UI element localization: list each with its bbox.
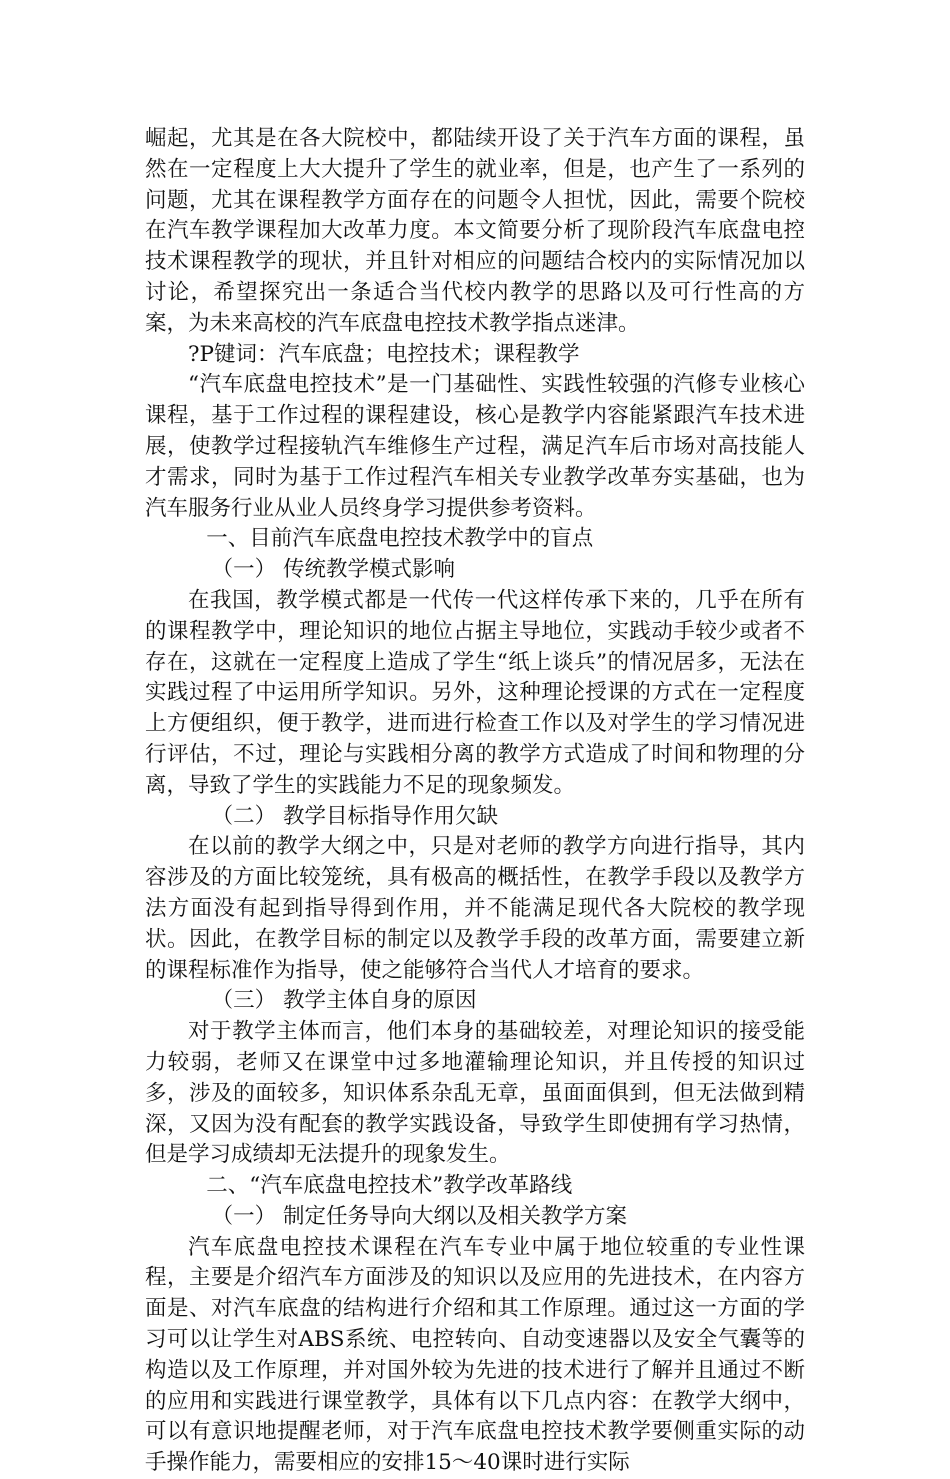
course-overview-paragraph: “汽车底盘电控技术”是一门基础性、实践性较强的汽修专业核心课程，基于工作过程的课程建设，核心是教学内容能紧跟汽车技术进展，使教学过程接轨汽车维修生产过程，满足汽车后市场对高技能人才需求，同时为基于工作过程汽车相关专业教学改革夯实基础，也为汽车服务行业从业人员终身学习提供参考资料。 xyxy=(145,372,805,521)
body-paragraph-1-3: 对于教学主体而言，他们本身的基础较差，对理论知识的接受能力较弱，老师又在课堂中过多地灌输理论知识，并且传授的知识过多，涉及的面较多，知识体系杂乱无章，虽面面俱到，但无法做到精深，又因为没有配套的教学实践设备，导致学生即使拥有学习热情，但是学习成绩却无法提升的现象发生。 xyxy=(145,1019,805,1168)
section-heading-2: 二、“汽车底盘电控技术”教学改革路线 xyxy=(206,1173,573,1199)
section-heading-1: 一、目前汽车底盘电控技术教学中的盲点 xyxy=(206,526,594,552)
subsection-heading-2-1: （一） 制定任务导向大纲以及相关教学方案 xyxy=(211,1203,627,1229)
subsection-heading-1-3: （三） 教学主体自身的原因 xyxy=(211,988,477,1014)
intro-paragraph-continued: 崛起，尤其是在各大院校中，都陆续开设了关于汽车方面的课程，虽然在一定程度上大大提升了学生的就业率，但是，也产生了一系列的问题，尤其在课程教学方面存在的问题令人担忧，因此，需要个院校在汽车教学课程加大改革力度。本文简要分析了现阶段汽车底盘电控技术课程教学的现状，并且针对相应的问题结合校内的实际情况加以讨论，希望探究出一条适合当代校内教学的思路以及可行性高的方案，为未来高校的汽车底盘电控技术教学指点迷津。 xyxy=(145,126,805,336)
body-paragraph-1-2: 在以前的教学大纲之中，只是对老师的教学方向进行指导，其内容涉及的方面比较笼统，具有极高的概括性，在教学手段以及教学方法方面没有起到指导得到作用，并不能满足现代各大院校的教学现状。因此，在教学目标的制定以及教学手段的改革方面，需要建立新的课程标准作为指导，使之能够符合当代人才培育的要求。 xyxy=(145,834,805,983)
keywords-line: ?P键词：汽车底盘；电控技术；课程教学 xyxy=(188,341,580,367)
body-paragraph-1-1: 在我国，教学模式都是一代传一代这样传承下来的，几乎在所有的课程教学中，理论知识的地位占据主导地位，实践动手较少或者不存在，这就在一定程度上造成了学生“纸上谈兵”的情况居多，无法在实践过程了中运用所学知识。另外，这种理论授课的方式在一定程度上方便组织，便于教学，进而进行检查工作以及对学生的学习情况进行评估，不过，理论与实践相分离的教学方式造成了时间和物理的分离，导致了学生的实践能力不足的现象频发。 xyxy=(145,587,805,798)
document-page xyxy=(145,124,805,1479)
subsection-heading-1-2: （二） 教学目标指导作用欠缺 xyxy=(211,803,498,829)
subsection-heading-1-1: （一） 传统教学模式影响 xyxy=(211,557,455,583)
body-paragraph-2-1: 汽车底盘电控技术课程在汽车专业中属于地位较重的专业性课程，主要是介绍汽车方面涉及的知识以及应用的先进技术，在内容方面是、对汽车底盘的结构进行介绍和其工作原理。通过这一方面的学习可以让学生对ABS系统、电控转向、自动变速器以及安全气囊等的构造以及工作原理，并对国外较为先进的技术进行了解并且通过不断的应用和实践进行课堂教学，具体有以下几点内容：在教学大纲中，可以有意识地提醒老师，对于汽车底盘电控技术教学要侧重实际的动手操作能力，需要相应的安排15～40课时进行实际 xyxy=(145,1234,805,1476)
